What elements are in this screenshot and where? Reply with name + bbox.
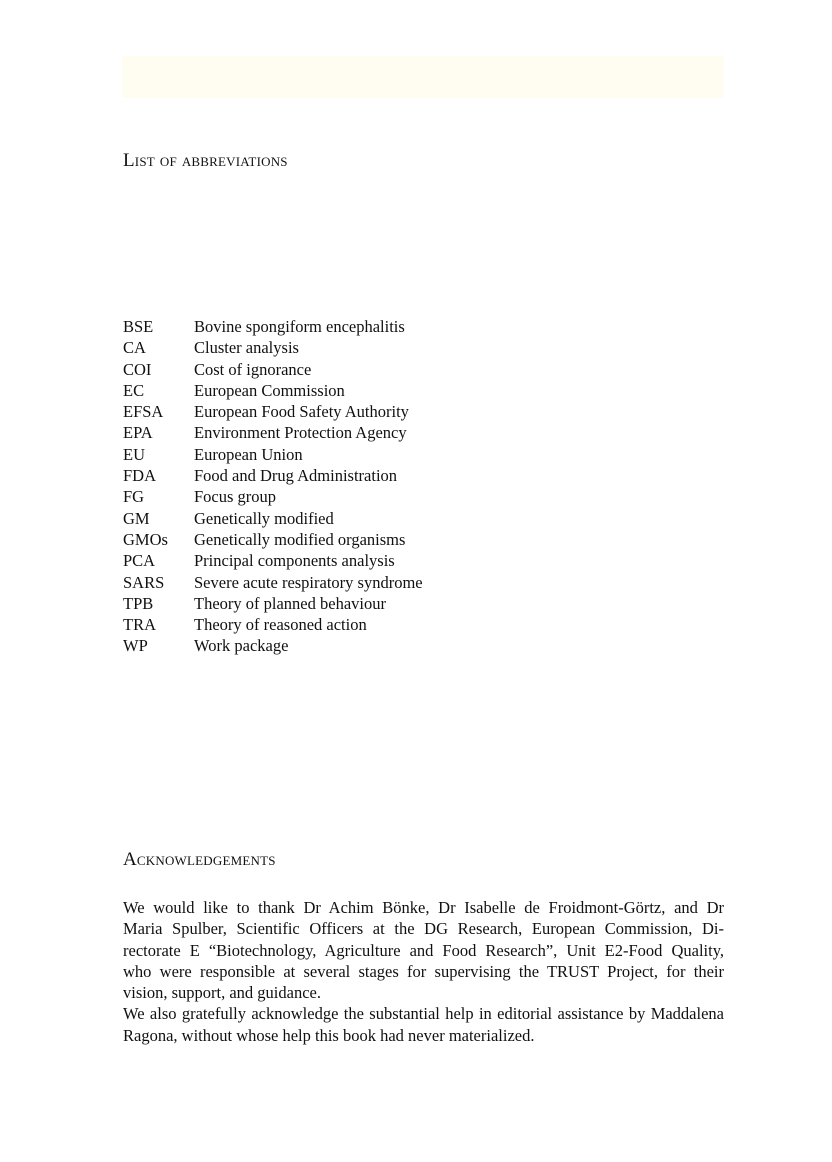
abbreviation-row [123,380,423,401]
abbreviation-row [123,550,423,571]
paragraph-line: vision, support, and guidance. [123,983,321,1003]
paragraph-line: Maria Spulber, Scientific Officers at the DG Research, European Commission, Di- [123,919,724,939]
abbreviation-row [123,508,423,529]
abbreviation-row [123,593,423,614]
abbreviation-row [123,529,423,550]
acknowledgements-heading: Acknowledgements [123,849,276,870]
abbreviation-definition: Severe acute respiratory syndrome [194,572,423,592]
abbreviation-definition: Cost of ignorance [194,359,312,379]
abbreviation-definition: Genetically modified [194,508,334,528]
abbreviation-definition: Focus group [194,487,277,507]
abbreviation-definition: European Union [194,444,303,464]
abbreviation-row [123,316,423,337]
abbreviations-heading: List of abbreviations [123,150,288,171]
abbreviation: BSE [123,317,154,336]
abbreviation: EPA [123,423,153,443]
abbreviation: PCA [123,551,156,571]
abbreviation: SARS [123,572,165,592]
abbreviation: TRA [123,615,156,635]
header-band [122,56,724,98]
abbreviation: GMOs [123,529,168,549]
abbreviation-row [123,614,423,635]
abbreviation-definition: Bovine spongiform encephalitis [194,317,405,336]
paragraph-line: Ragona, without whose help this book had never materialized. [123,1025,535,1045]
paragraph-line: We would like to thank Dr Achim Bönke, Dr Isabelle de Froidmont-Görtz, and Dr [123,898,724,917]
abbreviation-row [123,465,423,486]
abbreviation-row [123,486,423,507]
abbreviation: TPB [123,593,154,613]
abbreviation: EU [123,444,145,464]
abbreviation-definition: Theory of reasoned action [194,615,367,635]
acknowledgements-text [123,897,724,1046]
abbreviation-row [123,572,423,593]
abbreviation: EC [123,380,145,400]
abbreviation: FDA [123,466,157,486]
abbreviation: EFSA [123,402,164,422]
abbreviation: GM [123,508,150,528]
abbreviation-definition: Food and Drug Administration [194,466,398,486]
paragraph-line: rectorate E “Biotechnology, Agriculture and Food Research”, Unit E2-Food Quality, [123,940,724,960]
abbreviation-definition: Principal components analysis [194,551,395,571]
abbreviation: COI [123,359,152,379]
abbreviation-definition: Work package [194,636,289,656]
abbreviation-definition: Cluster analysis [194,338,299,358]
abbreviation-definition: Environment Protection Agency [194,423,407,443]
abbreviation-row [123,401,423,422]
abbreviation-definition: Genetically modified organisms [194,529,406,549]
abbreviation: CA [123,338,146,358]
abbreviation: WP [123,636,148,656]
abbreviation-row [123,359,423,380]
abbreviation-row [123,422,423,443]
abbreviation: FG [123,487,145,507]
abbreviations-list [123,316,423,657]
abbreviation-definition: Theory of planned behaviour [194,593,386,613]
abbreviation-row [123,337,423,358]
paragraph-line: who were responsible at several stages for supervising the TRUST Project, for their [123,961,724,981]
abbreviation-definition: European Food Safety Authority [194,402,409,422]
abbreviation-row [123,635,423,656]
abbreviation-row [123,444,423,465]
paragraph-line: We also gratefully acknowledge the substantial help in editorial assistance by Maddalena [123,1004,724,1024]
abbreviation-definition: European Commission [194,380,345,400]
